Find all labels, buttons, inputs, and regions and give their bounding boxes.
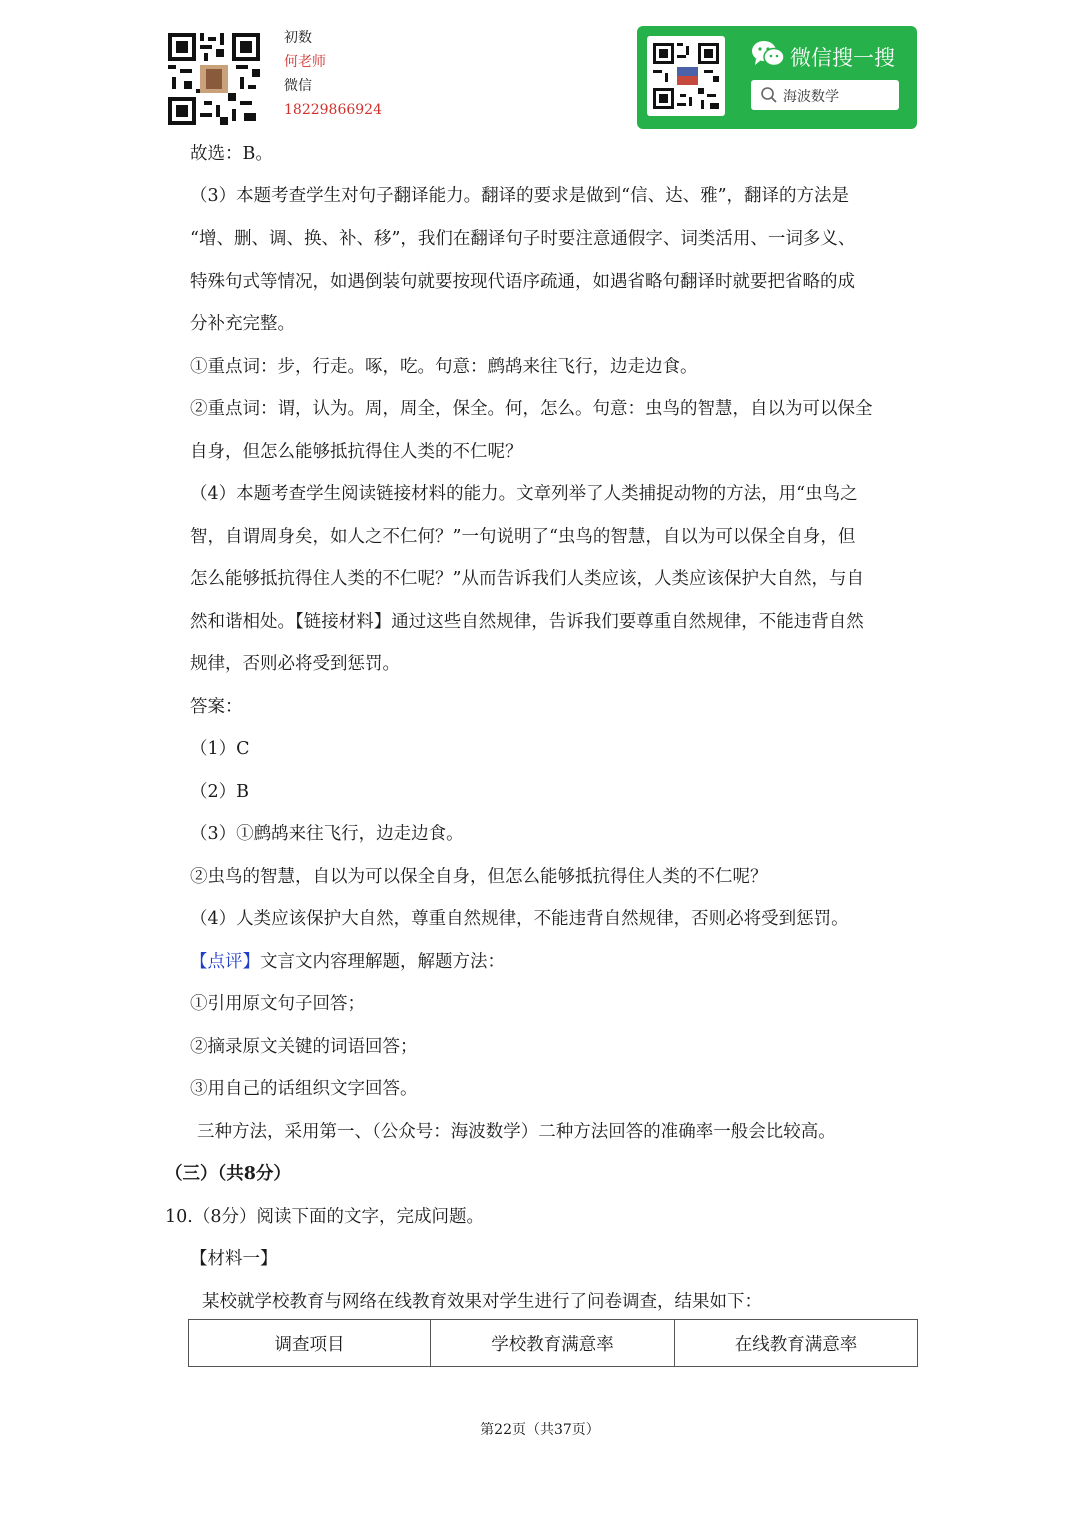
paragraph-line: 然和谐相处。【链接材料】通过这些自然规律，告诉我们要尊重自然规律，不能违背自然 bbox=[190, 612, 864, 632]
paragraph-line: 分补充完整。 bbox=[190, 314, 295, 334]
contact-subject: 初数 bbox=[284, 30, 312, 46]
qr-code-left bbox=[168, 33, 260, 125]
answer-item: （1）C bbox=[190, 739, 250, 759]
table-header-cell: 学校教育满意率 bbox=[431, 1320, 675, 1367]
page-footer: 第22页（共37页） bbox=[480, 1422, 600, 1438]
wechat-search-box[interactable] bbox=[751, 80, 899, 110]
paragraph-line: ②重点词：谓，认为。周，周全，保全。何，怎么。句意：虫鸟的智慧，自以为可以保全 bbox=[190, 399, 873, 419]
method-summary: 三种方法，采用第一、（公众号：海波数学）二种方法回答的准确率一般会比较高。 bbox=[197, 1122, 836, 1142]
wechat-qr-code bbox=[647, 36, 725, 116]
contact-teacher: 何老师 bbox=[284, 54, 326, 70]
paragraph-line: （4）本题考查学生阅读链接材料的能力。文章列举了人类捕捉动物的方法，用“虫鸟之 bbox=[190, 484, 858, 504]
answer-item: （3）①鹧鸪来往飞行，边走边食。 bbox=[190, 824, 464, 844]
method-item: ①引用原文句子回答； bbox=[190, 994, 365, 1014]
wechat-logo-icon bbox=[751, 40, 785, 72]
paragraph-line: 特殊句式等情况，如遇倒装句就要按现代语序疏通，如遇省略句翻译时就要把省略的成 bbox=[190, 272, 855, 292]
search-icon bbox=[760, 86, 778, 108]
paragraph-line: 智，自谓周身矣，如人之不仁何？”一句说明了“虫鸟的智慧，自以为可以保全自身，但 bbox=[190, 527, 856, 547]
paragraph-line: ①重点词：步，行走。啄，吃。句意：鹧鸪来往飞行，边走边食。 bbox=[190, 357, 698, 377]
comment-tag: 【点评】 bbox=[190, 952, 260, 972]
table-row bbox=[189, 1320, 918, 1367]
section-heading: （三）（共8分） bbox=[165, 1164, 291, 1184]
answer-item: ②虫鸟的智慧，自以为可以保全自身，但怎么能够抵抗得住人类的不仁呢？ bbox=[190, 867, 768, 887]
survey-table bbox=[188, 1319, 918, 1367]
material-label: 【材料一】 bbox=[190, 1249, 278, 1269]
answer-heading: 答案： bbox=[190, 697, 243, 717]
paragraph-line: 怎么能够抵抗得住人类的不仁呢？”从而告诉我们人类应该，人类应该保护大自然，与自 bbox=[190, 569, 864, 589]
table-header-cell: 在线教育满意率 bbox=[675, 1320, 918, 1367]
paragraph-line: 规律，否则必将受到惩罚。 bbox=[190, 654, 400, 674]
answer-item: （2）B bbox=[190, 782, 249, 802]
contact-phone: 18229866924 bbox=[284, 102, 382, 118]
wechat-card-title: 微信搜一搜 bbox=[790, 46, 895, 70]
paragraph-line: 自身，但怎么能够抵抗得住人类的不仁呢？ bbox=[190, 442, 523, 462]
method-item: ③用自己的话组织文字回答。 bbox=[190, 1079, 418, 1099]
teacher-contact bbox=[284, 26, 382, 122]
comment-text: 文言文内容理解题，解题方法： bbox=[260, 952, 505, 972]
wechat-search-card[interactable] bbox=[637, 26, 917, 129]
question-text: 10.（8分）阅读下面的文字，完成问题。 bbox=[165, 1207, 484, 1227]
material-intro: 某校就学校教育与网络在线教育效果对学生进行了问卷调查，结果如下： bbox=[202, 1292, 762, 1312]
comment-line bbox=[190, 948, 505, 973]
answer-choice-line: 故选：B。 bbox=[190, 144, 273, 164]
paragraph-line: （3）本题考查学生对句子翻译能力。翻译的要求是做到“信、达、雅”，翻译的方法是 bbox=[190, 186, 850, 206]
table-header-cell: 调查项目 bbox=[189, 1320, 431, 1367]
answer-item: （4）人类应该保护大自然，尊重自然规律，不能违背自然规律，否则必将受到惩罚。 bbox=[190, 909, 849, 929]
paragraph-line: “增、删、调、换、补、移”，我们在翻译句子时要注意通假字、词类活用、一词多义、 bbox=[190, 229, 856, 249]
method-item: ②摘录原文关键的词语回答； bbox=[190, 1037, 418, 1057]
contact-wechat-label: 微信 bbox=[284, 78, 312, 94]
wechat-search-text: 海波数学 bbox=[783, 89, 839, 105]
